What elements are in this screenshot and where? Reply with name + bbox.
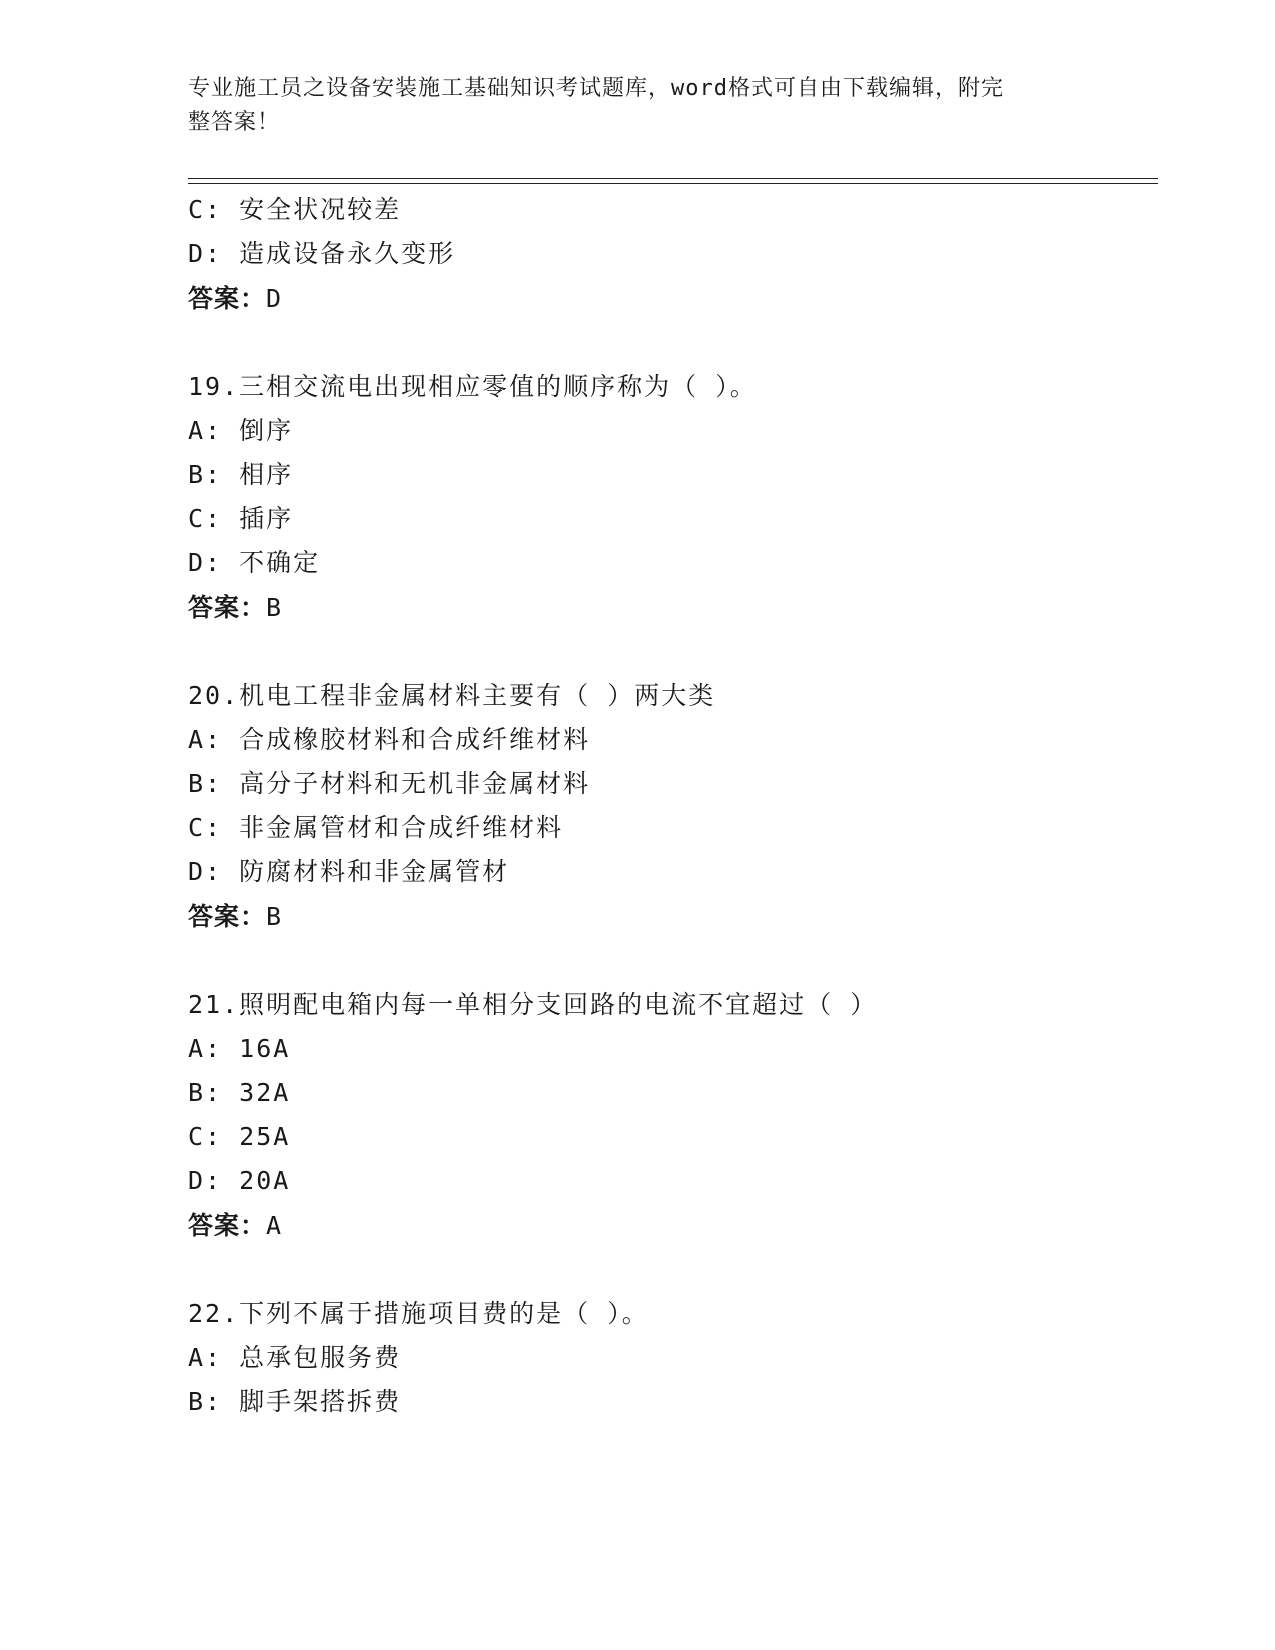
option-b: B: 相序 bbox=[188, 460, 294, 489]
document-header bbox=[188, 72, 1068, 140]
option-b: B: 脚手架搭拆费 bbox=[188, 1387, 402, 1416]
option-a: A: 16A bbox=[188, 1034, 291, 1063]
answer-value: D bbox=[266, 284, 283, 313]
answer-label: 答案： bbox=[188, 593, 267, 622]
answer-value: B bbox=[266, 902, 283, 931]
option-c: C: 25A bbox=[188, 1122, 291, 1151]
answer-line bbox=[188, 283, 282, 315]
answer-line bbox=[188, 901, 282, 933]
option-a: A: 总承包服务费 bbox=[188, 1343, 402, 1372]
answer-line bbox=[188, 1210, 282, 1242]
option-d: D: 造成设备永久变形 bbox=[188, 239, 456, 268]
option-d: D: 不确定 bbox=[188, 548, 321, 577]
question-stem: 21.照明配电箱内每一单相分支回路的电流不宜超过（ ） bbox=[188, 990, 878, 1019]
option-a: A: 倒序 bbox=[188, 416, 294, 445]
option-d: D: 防腐材料和非金属管材 bbox=[188, 857, 510, 886]
option-c: C: 非金属管材和合成纤维材料 bbox=[188, 813, 564, 842]
answer-label: 答案： bbox=[188, 1211, 267, 1240]
header-line-2: 整答案！ bbox=[188, 110, 281, 135]
header-divider-bottom bbox=[188, 183, 1158, 184]
option-c: C: 安全状况较差 bbox=[188, 195, 402, 224]
option-b: B: 高分子材料和无机非金属材料 bbox=[188, 769, 591, 798]
option-d: D: 20A bbox=[188, 1166, 291, 1195]
answer-value: A bbox=[266, 1211, 283, 1240]
option-b: B: 32A bbox=[188, 1078, 291, 1107]
question-stem: 22.下列不属于措施项目费的是（ ）。 bbox=[188, 1299, 649, 1328]
question-stem: 19.三相交流电出现相应零值的顺序称为（ ）。 bbox=[188, 372, 757, 401]
answer-label: 答案： bbox=[188, 902, 267, 931]
answer-label: 答案： bbox=[188, 284, 267, 313]
answer-value: B bbox=[266, 593, 283, 622]
answer-line bbox=[188, 592, 282, 624]
option-a: A: 合成橡胶材料和合成纤维材料 bbox=[188, 725, 591, 754]
header-line-1: 专业施工员之设备安装施工基础知识考试题库，word格式可自由下载编辑，附完 bbox=[188, 76, 1004, 101]
question-stem: 20.机电工程非金属材料主要有（ ）两大类 bbox=[188, 681, 716, 710]
header-divider-top bbox=[188, 178, 1158, 179]
option-c: C: 插序 bbox=[188, 504, 294, 533]
